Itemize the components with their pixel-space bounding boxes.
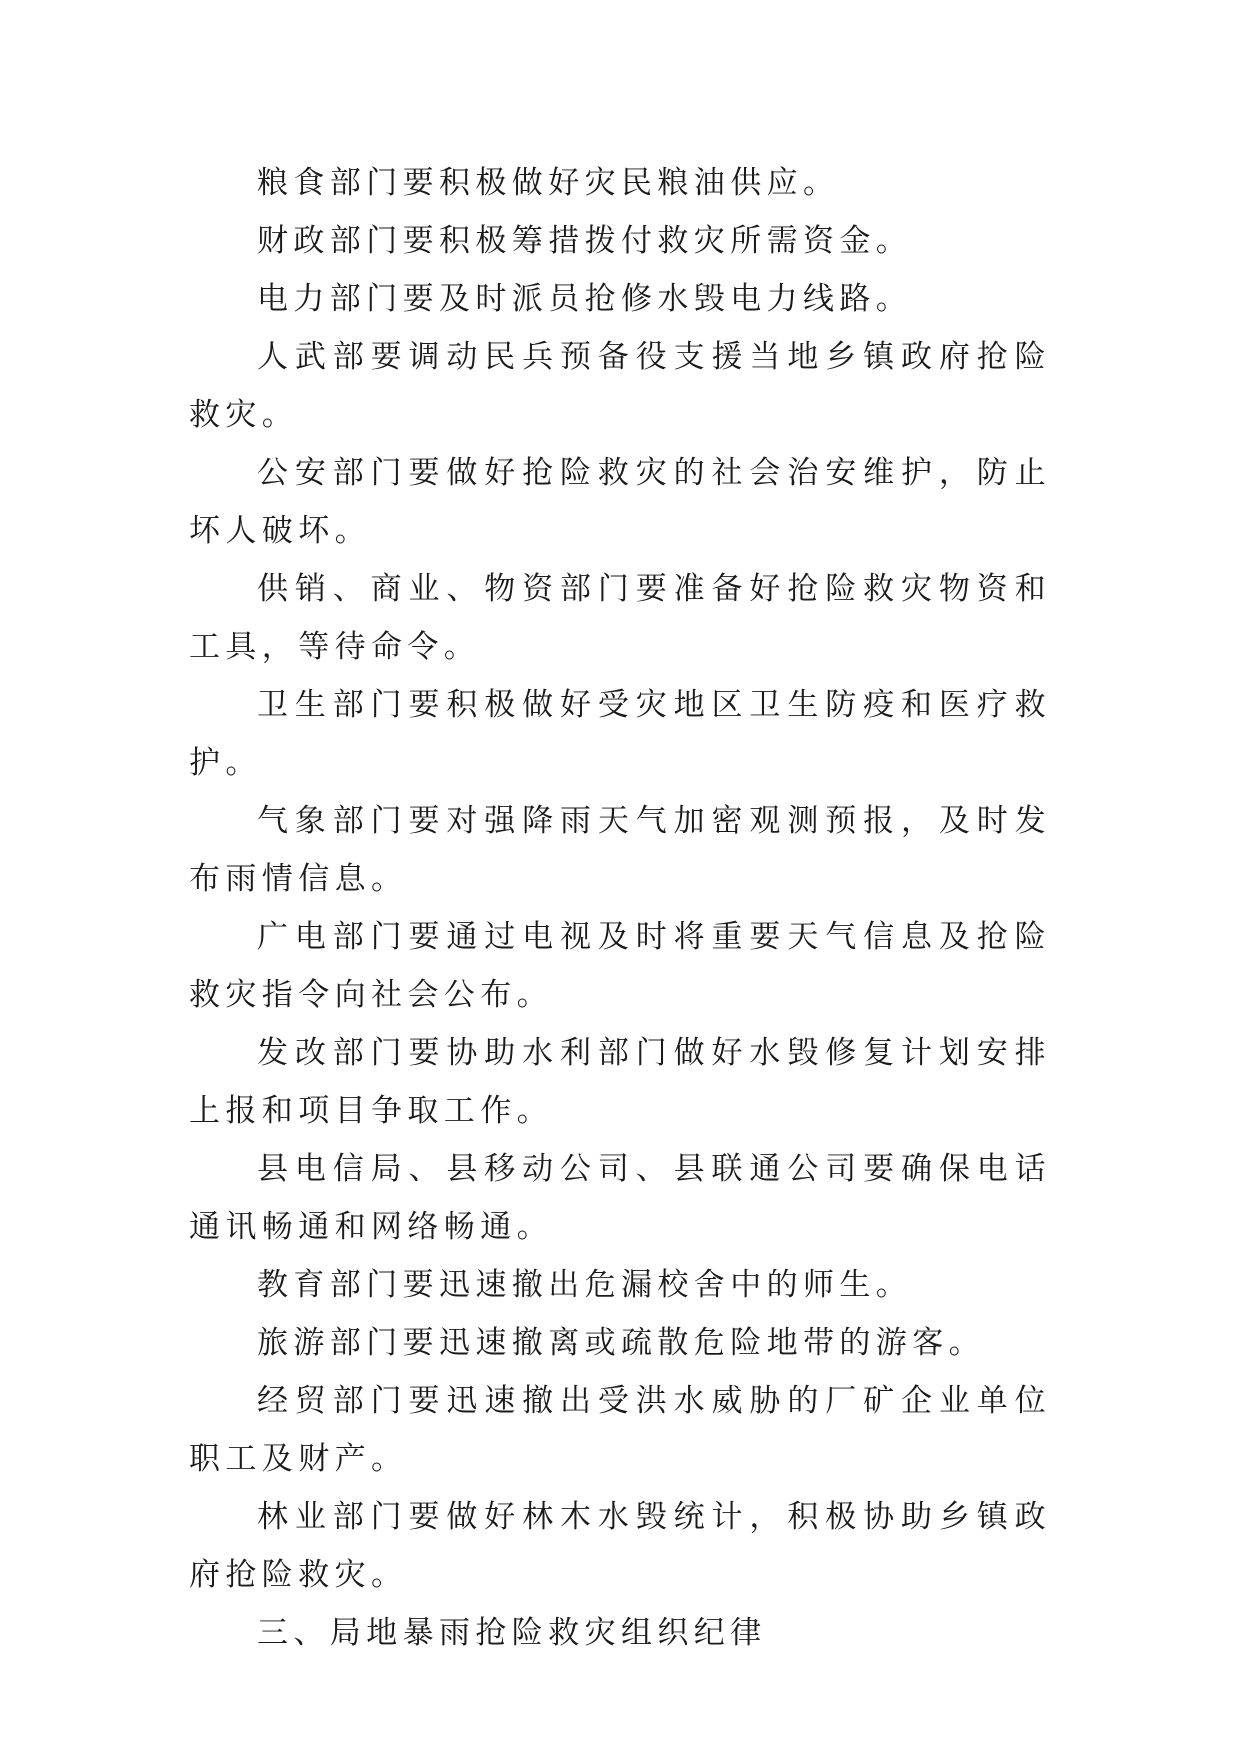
paragraph-economy-trade: 经贸部门要迅速撤出受洪水威胁的厂矿企业单位职工及财产。 bbox=[189, 1383, 1051, 1477]
paragraph-education: 教育部门要迅速撤出危漏校舍中的师生。 bbox=[257, 1267, 913, 1303]
paragraph-power: 电力部门要及时派员抢修水毁电力线路。 bbox=[257, 281, 913, 317]
paragraph-supply-commerce: 供销、商业、物资部门要准备好抢险救灾物资和工具，等待命令。 bbox=[189, 571, 1051, 665]
paragraph-finance: 财政部门要积极筹措拨付救灾所需资金。 bbox=[257, 223, 913, 259]
paragraph-broadcasting: 广电部门要通过电视及时将重要天气信息及抢险救灾指令向社会公布。 bbox=[189, 919, 1051, 1013]
paragraph-armed-forces: 人武部要调动民兵预备役支援当地乡镇政府抢险救灾。 bbox=[189, 339, 1051, 433]
paragraph-health: 卫生部门要积极做好受灾地区卫生防疫和医疗救护。 bbox=[189, 687, 1051, 781]
paragraph-tourism: 旅游部门要迅速撤离或疏散危险地带的游客。 bbox=[257, 1325, 985, 1361]
section-heading-discipline: 三、局地暴雨抢险救灾组织纪律 bbox=[257, 1615, 767, 1651]
paragraph-grain: 粮食部门要积极做好灾民粮油供应。 bbox=[257, 165, 840, 201]
paragraph-forestry: 林业部门要做好林木水毁统计，积极协助乡镇政府抢险救灾。 bbox=[189, 1499, 1051, 1593]
document-body bbox=[189, 154, 1051, 1662]
paragraph-telecom: 县电信局、县移动公司、县联通公司要确保电话通讯畅通和网络畅通。 bbox=[189, 1151, 1051, 1245]
paragraph-development-reform: 发改部门要协助水利部门做好水毁修复计划安排上报和项目争取工作。 bbox=[189, 1035, 1051, 1129]
paragraph-public-security: 公安部门要做好抢险救灾的社会治安维护，防止坏人破坏。 bbox=[189, 455, 1051, 549]
paragraph-meteorology: 气象部门要对强降雨天气加密观测预报，及时发布雨情信息。 bbox=[189, 803, 1051, 897]
